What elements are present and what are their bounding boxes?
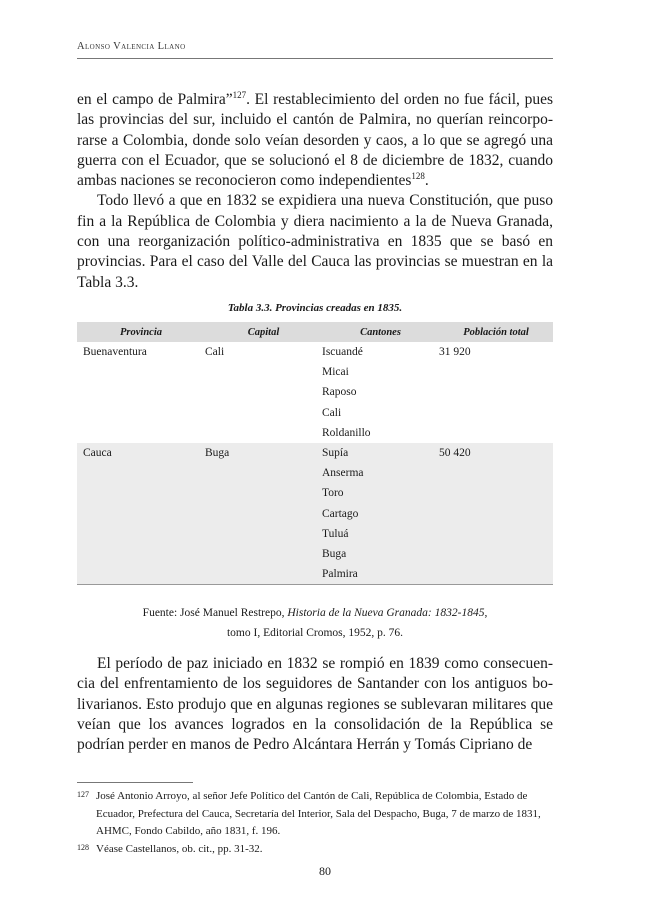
footnote-128 — [77, 841, 553, 859]
table-caption: Tabla 3.3. Provincias creadas en 1835. — [227, 302, 403, 314]
cell-canton: Toro — [322, 483, 439, 503]
paragraph-3: El período de paz iniciado en 1832 se rompió en 1839 como consecuencia del enfrentamiento de los seguidores de Santander con los antiguos bolivarianos. Esto produjo que en algunas regiones se sublevaran militares que veían que los avances logrados en la consolidación de la República se podrían perder en manos de Pedro Alcántara Herrán y Tomás Cipriano de — [77, 655, 553, 754]
cell-poblacion: 31 920 — [439, 346, 471, 358]
cell-provincia — [77, 362, 199, 382]
cell-provincia — [77, 483, 199, 503]
source-prefix: Fuente: José Manuel Restrepo, — [142, 607, 288, 619]
footnotes — [77, 788, 553, 858]
source-line-1 — [77, 603, 553, 623]
cell-poblacion: 50 420 — [439, 443, 553, 463]
cell-capital — [199, 403, 322, 423]
cell-provincia — [77, 564, 199, 585]
running-header: Alonso Valencia Llano — [77, 41, 186, 52]
cell-canton: Palmira — [322, 564, 439, 585]
cell-capital: Cali — [205, 346, 225, 358]
body-text-bottom — [77, 654, 553, 755]
table-row — [77, 382, 553, 402]
paragraph-1-part-c: . — [424, 172, 429, 190]
table-row — [77, 544, 553, 564]
table-row — [77, 443, 553, 463]
footnote-number: 127 — [77, 790, 89, 799]
cell-canton: Cali — [322, 406, 342, 419]
table-row — [77, 403, 553, 423]
cell-canton: Raposo — [322, 386, 357, 399]
source-book-title: Historia de la Nueva Granada: 1832-1845 — [287, 607, 485, 619]
table-row — [77, 524, 553, 544]
cell-canton: Tuluá — [322, 524, 439, 544]
paragraph-1 — [77, 90, 553, 191]
cell-capital — [199, 362, 322, 382]
cell-provincia — [77, 382, 199, 402]
column-header-cantones: Cantones — [322, 322, 439, 342]
cell-canton: Iscuandé — [322, 346, 363, 358]
cell-capital — [199, 463, 322, 483]
cell-canton: Anserma — [322, 463, 439, 483]
cell-poblacion — [439, 483, 553, 503]
cell-capital — [199, 483, 322, 503]
cell-poblacion — [439, 504, 553, 524]
table-row — [77, 342, 553, 362]
cell-capital — [199, 544, 322, 564]
footnote-ref-128: 128 — [411, 171, 425, 182]
cell-capital — [199, 504, 322, 524]
cell-provincia — [77, 463, 199, 483]
cell-provincia — [77, 423, 199, 443]
paragraph-1-part-b: . El restablecimiento del orden no fue fácil, pues las provincias del sur, incluido el cantón de Palmira, no querían reincorporarse a Colombia, donde solo veían desorden y caos, a lo que se agregó una guerra con el Ecuador, que se solucionó el 8 de diciembre de 1832, cuando ambas naciones se reconocieron como independientes — [77, 91, 553, 190]
paragraph-1-part-a: en el campo de Palmira” — [77, 91, 233, 108]
cell-poblacion — [439, 362, 553, 382]
cell-poblacion — [439, 463, 553, 483]
source-suffix: , — [484, 607, 488, 619]
cell-capital — [199, 524, 322, 544]
footnote-text: Véase Castellanos, ob. cit., pp. 31-32. — [96, 842, 263, 855]
footnote-127 — [77, 788, 553, 841]
cell-poblacion — [439, 403, 553, 423]
cell-provincia — [77, 524, 199, 544]
cell-provincia — [77, 544, 199, 564]
table-row — [77, 463, 553, 483]
header-rule — [77, 58, 553, 59]
footnote-ref-127: 127 — [232, 89, 247, 100]
cell-canton: Cartago — [322, 504, 439, 524]
column-header-provincia: Provincia — [77, 322, 199, 342]
cell-canton: Buga — [322, 544, 439, 564]
cell-provincia: Cauca — [77, 443, 199, 463]
cell-provincia — [77, 504, 199, 524]
body-text-top — [77, 90, 553, 293]
cell-canton: Supía — [322, 443, 439, 463]
source-line-2: tomo I, Editorial Cromos, 1952, p. 76. — [226, 627, 403, 639]
cell-poblacion — [439, 382, 553, 402]
cell-provincia: Buenaventura — [83, 346, 147, 358]
footnote-rule — [77, 782, 193, 783]
table-row — [77, 504, 553, 524]
cell-capital — [199, 564, 322, 585]
cell-poblacion — [439, 423, 553, 443]
column-header-capital: Capital — [199, 322, 322, 342]
cell-poblacion — [439, 544, 553, 564]
cell-capital: Buga — [199, 443, 322, 463]
table-header-row — [77, 322, 553, 342]
table-row — [77, 483, 553, 503]
table-row — [77, 362, 553, 382]
column-header-poblacion: Población total — [439, 322, 553, 342]
cell-canton: Micai — [322, 366, 349, 379]
cell-poblacion — [439, 524, 553, 544]
table-source — [77, 603, 553, 643]
table-row — [77, 423, 553, 443]
cell-provincia — [77, 403, 199, 423]
cell-capital — [199, 382, 322, 402]
footnote-text: José Antonio Arroyo, al señor Jefe Político del Cantón de Cali, República de Colombia, Estado de Ecuador, Prefectura del Cauca, Secretaría del Interior, Sala del Despacho, Buga, 7 de marzo de 1831, AHMC, Fondo Cabildo, año 1831, f. 196. — [96, 790, 541, 837]
cell-canton: Roldanillo — [322, 426, 371, 439]
cell-poblacion — [439, 564, 553, 585]
table-row — [77, 564, 553, 585]
paragraph-2: Todo llevó a que en 1832 se expidiera una nueva Constitución, que puso fin a la República de Colombia y diera nacimiento a la de Nueva Granada, con una reorganización político-administrativa en 1835 que se basó en provincias. Para el caso del Valle del Cauca las provincias se muestran en la Tabla 3.3. — [77, 192, 553, 291]
footnote-number: 128 — [77, 842, 89, 852]
page-number: 80 — [319, 864, 331, 878]
provinces-table — [77, 322, 553, 585]
cell-capital — [199, 423, 322, 443]
